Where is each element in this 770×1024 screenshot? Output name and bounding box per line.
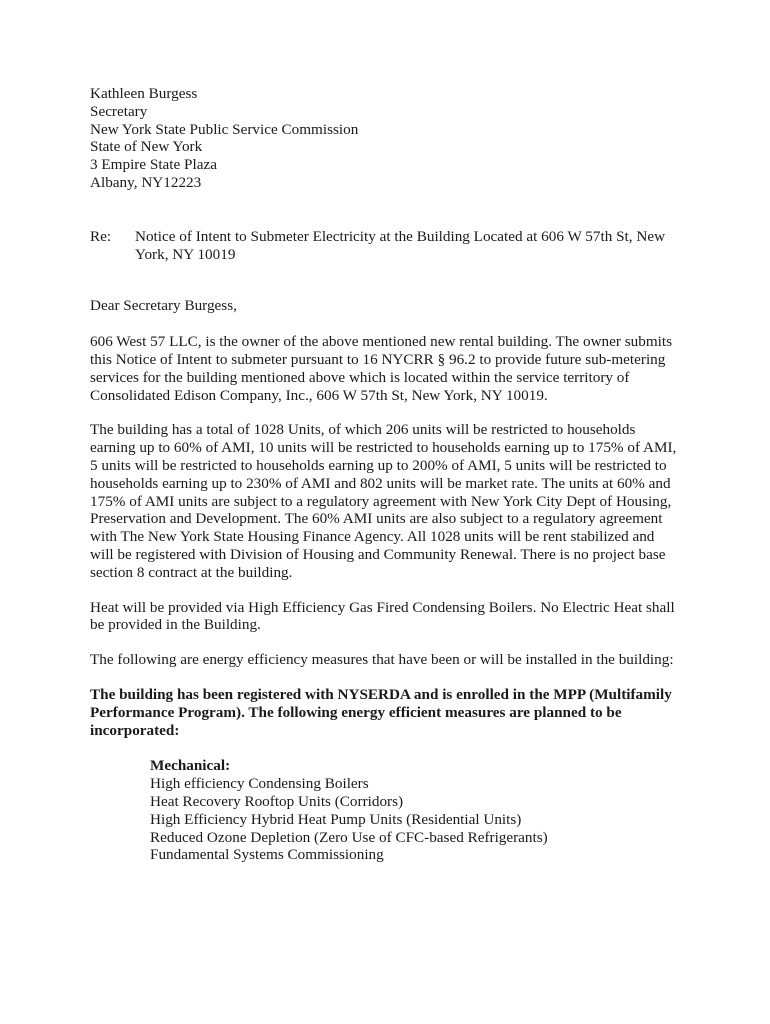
paragraph-heat: Heat will be provided via High Efficiency Gas Fired Condensing Boilers. No Electric Heat shall be provided in the Building. bbox=[90, 598, 675, 634]
recipient-city: Albany, NY12223 bbox=[90, 173, 202, 191]
paragraph-units: The building has a total of 1028 Units, of which 206 units will be restricted to households earning up to 60% of AMI, 10 units will be restricted to households earning up to 175% of AMI, 5 units will be restricted to households earning up to 200% of AMI, 5 units will be restricted to households earning up to 230% of AMI and 802 units will be market rate. The units at 60% and 175% of AMI units are subject to a regulatory agreement with New York City Dept of Housing, Preservation and Development. The 60% AMI units are also subject to a regulatory agreement with The New York State Housing Finance Agency. All 1028 units will be rent stabilized and will be registered with Division of Housing and Community Renewal. There is no project base section 8 contract at the building. bbox=[90, 421, 677, 581]
list-item: High efficiency Condensing Boilers bbox=[150, 775, 369, 793]
paragraph-ownership: 606 West 57 LLC, is the owner of the above mentioned new rental building. The owner submits this Notice of Intent to submeter pursuant to 16 NYCRR § 96.2 to provide future sub-metering services for the building mentioned above which is located within the service territory of Consolidated Edison Company, Inc., 606 W 57th St, New York, NY 10019. bbox=[90, 333, 672, 404]
list-item: Reduced Ozone Depletion (Zero Use of CFC-based Refrigerants) bbox=[150, 828, 548, 846]
list-item: Heat Recovery Rooftop Units (Corridors) bbox=[150, 792, 404, 810]
recipient-title: Secretary bbox=[90, 102, 148, 120]
recipient-name: Kathleen Burgess bbox=[90, 85, 198, 102]
recipient-street: 3 Empire State Plaza bbox=[90, 156, 217, 174]
mechanical-list bbox=[90, 757, 680, 864]
paragraph-nyserda: The building has been registered with NYSERDA and is enrolled in the MPP (Multifamily Performance Program). The following energy efficient measures are planned to be incorporated: bbox=[90, 685, 672, 739]
re-subject: Notice of Intent to Submeter Electricity at the Building Located at 606 W 57th St, New York, NY 10019 bbox=[135, 227, 666, 263]
paragraph-measures-intro: The following are energy efficiency measures that have been or will be installed in the building: bbox=[90, 651, 674, 669]
list-item: Fundamental Systems Commissioning bbox=[150, 846, 384, 864]
list-item: High Efficiency Hybrid Heat Pump Units (Residential Units) bbox=[150, 810, 522, 828]
subject-line bbox=[90, 228, 680, 264]
recipient-address bbox=[90, 85, 680, 192]
re-label: Re: bbox=[90, 227, 112, 245]
salutation: Dear Secretary Burgess, bbox=[90, 297, 237, 315]
mechanical-heading: Mechanical: bbox=[150, 757, 231, 775]
recipient-state: State of New York bbox=[90, 138, 203, 156]
letter-page bbox=[90, 85, 680, 864]
recipient-organization: New York State Public Service Commission bbox=[90, 120, 359, 138]
